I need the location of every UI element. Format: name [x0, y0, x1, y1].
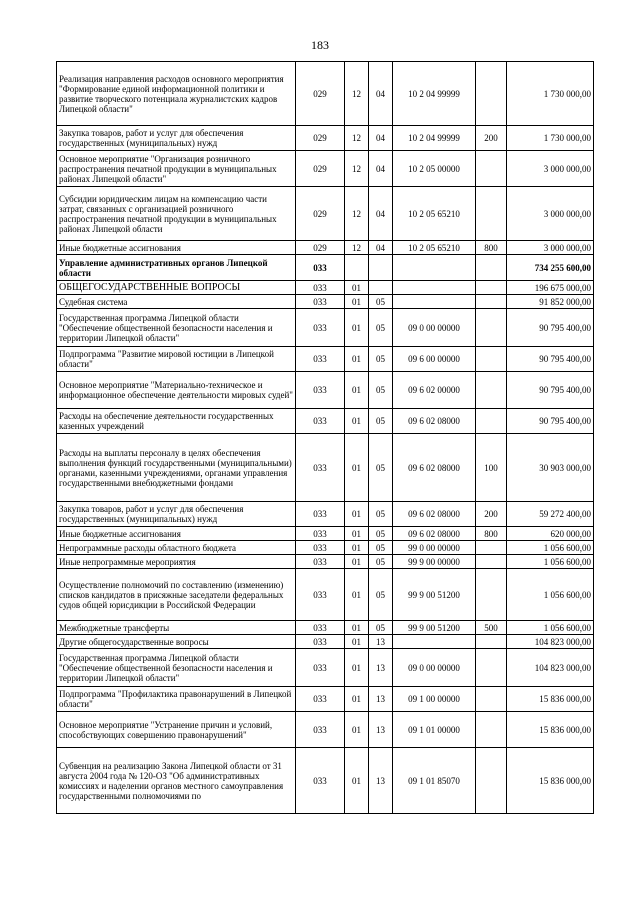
cell-csr: 09 1 00 00000 [393, 687, 476, 712]
table-row [57, 748, 594, 814]
cell-sum: 30 903 000,00 [507, 434, 594, 502]
cell-pr: 13 [369, 748, 393, 814]
table-row [57, 621, 594, 635]
cell-sum: 1 056 600,00 [507, 569, 594, 621]
cell-rz: 12 [345, 62, 369, 126]
cell-name: Иные бюджетные ассигнования [57, 241, 296, 255]
cell-pr: 05 [369, 295, 393, 309]
cell-pr: 05 [369, 309, 393, 347]
cell-vr [476, 255, 507, 281]
cell-sum: 3 000 000,00 [507, 187, 594, 241]
cell-name: Управление административных органов Липецкой области [57, 255, 296, 281]
cell-sum: 1 056 600,00 [507, 555, 594, 569]
cell-name: Расходы на обеспечение деятельности государственных казенных учреждений [57, 409, 296, 434]
cell-vr [476, 295, 507, 309]
cell-sum: 734 255 600,00 [507, 255, 594, 281]
cell-pr: 05 [369, 541, 393, 555]
cell-ved: 029 [296, 62, 345, 126]
cell-rz: 01 [345, 409, 369, 434]
cell-sum: 620 000,00 [507, 527, 594, 541]
cell-ved: 033 [296, 502, 345, 527]
table-row [57, 712, 594, 748]
cell-pr: 05 [369, 621, 393, 635]
cell-vr [476, 555, 507, 569]
cell-sum: 3 000 000,00 [507, 241, 594, 255]
table-row [57, 295, 594, 309]
cell-name: Иные бюджетные ассигнования [57, 527, 296, 541]
cell-csr [393, 635, 476, 649]
cell-name: Основное мероприятие "Устранение причин и условий, способствующих совершению правонарушений" [57, 712, 296, 748]
table-row [57, 126, 594, 151]
table-row [57, 347, 594, 372]
cell-rz: 01 [345, 748, 369, 814]
cell-name: Судебная система [57, 295, 296, 309]
cell-vr [476, 712, 507, 748]
cell-vr: 200 [476, 502, 507, 527]
cell-csr: 09 0 00 00000 [393, 649, 476, 687]
cell-csr: 09 6 02 08000 [393, 409, 476, 434]
cell-vr [476, 151, 507, 187]
cell-csr: 99 9 00 51200 [393, 569, 476, 621]
cell-name: Расходы на выплаты персоналу в целях обеспечения выполнения функций государственными (муниципальными) органами, казенными учреждениями, органами управления государственными внебюджетными фондами [57, 434, 296, 502]
table-row [57, 187, 594, 241]
cell-rz: 01 [345, 281, 369, 295]
cell-sum: 59 272 400,00 [507, 502, 594, 527]
cell-csr: 10 2 04 99999 [393, 126, 476, 151]
cell-csr: 09 0 00 00000 [393, 309, 476, 347]
cell-ved: 033 [296, 295, 345, 309]
cell-pr: 04 [369, 187, 393, 241]
cell-csr: 10 2 05 00000 [393, 151, 476, 187]
cell-vr: 200 [476, 126, 507, 151]
cell-vr [476, 281, 507, 295]
cell-name: Субсидии юридическим лицам на компенсацию части затрат, связанных с организацией розничного распространения печатной продукции в муниципальных районах Липецкой области [57, 187, 296, 241]
cell-csr: 10 2 05 65210 [393, 241, 476, 255]
cell-sum: 1 730 000,00 [507, 126, 594, 151]
cell-sum: 3 000 000,00 [507, 151, 594, 187]
cell-ved: 033 [296, 621, 345, 635]
cell-vr [476, 347, 507, 372]
cell-rz: 01 [345, 347, 369, 372]
cell-pr: 05 [369, 434, 393, 502]
cell-pr: 05 [369, 555, 393, 569]
cell-vr [476, 309, 507, 347]
cell-name: Осуществление полномочий по составлению (изменению) списков кандидатов в присяжные заседатели федеральных судов общей юрисдикции в Российской Федерации [57, 569, 296, 621]
table-row [57, 151, 594, 187]
cell-vr: 800 [476, 241, 507, 255]
cell-pr [369, 255, 393, 281]
cell-ved: 033 [296, 555, 345, 569]
cell-name: Закупка товаров, работ и услуг для обеспечения государственных (муниципальных) нужд [57, 502, 296, 527]
page-number: 183 [311, 38, 329, 52]
cell-vr [476, 372, 507, 409]
cell-sum: 90 795 400,00 [507, 347, 594, 372]
cell-sum: 90 795 400,00 [507, 309, 594, 347]
cell-ved: 033 [296, 748, 345, 814]
cell-csr: 99 9 00 51200 [393, 621, 476, 635]
cell-name: Подпрограмма "Профилактика правонарушений в Липецкой области" [57, 687, 296, 712]
cell-rz: 01 [345, 649, 369, 687]
cell-vr: 100 [476, 434, 507, 502]
cell-ved: 033 [296, 687, 345, 712]
cell-pr [369, 281, 393, 295]
cell-name: Основное мероприятие "Организация розничного распространения печатной продукции в муниципальных районах Липецкой области" [57, 151, 296, 187]
cell-pr: 04 [369, 126, 393, 151]
cell-vr [476, 409, 507, 434]
cell-pr: 05 [369, 347, 393, 372]
cell-vr [476, 187, 507, 241]
cell-ved: 033 [296, 309, 345, 347]
cell-rz: 01 [345, 527, 369, 541]
cell-name: Реализация направления расходов основного мероприятия "Формирование единой информационной политики и развитие творческого потенциала журналистских кадров Липецкой области" [57, 62, 296, 126]
cell-pr: 05 [369, 569, 393, 621]
table-row [57, 687, 594, 712]
cell-ved: 029 [296, 126, 345, 151]
cell-rz: 01 [345, 434, 369, 502]
cell-name: Государственная программа Липецкой области "Обеспечение общественной безопасности населения и территории Липецкой области" [57, 649, 296, 687]
cell-ved: 033 [296, 409, 345, 434]
cell-sum: 91 852 000,00 [507, 295, 594, 309]
table-row [57, 555, 594, 569]
cell-csr: 09 6 02 00000 [393, 372, 476, 409]
cell-pr: 13 [369, 712, 393, 748]
cell-name: Межбюджетные трансферты [57, 621, 296, 635]
cell-rz [345, 255, 369, 281]
cell-name: Закупка товаров, работ и услуг для обеспечения государственных (муниципальных) нужд [57, 126, 296, 151]
cell-vr [476, 62, 507, 126]
cell-rz: 01 [345, 555, 369, 569]
cell-ved: 033 [296, 649, 345, 687]
cell-sum: 1 056 600,00 [507, 541, 594, 555]
cell-rz: 01 [345, 635, 369, 649]
cell-vr [476, 649, 507, 687]
table-row [57, 309, 594, 347]
table-row [57, 255, 594, 281]
cell-ved: 033 [296, 372, 345, 409]
cell-pr: 05 [369, 372, 393, 409]
cell-ved: 033 [296, 347, 345, 372]
cell-rz: 01 [345, 502, 369, 527]
cell-name: Иные непрограммные мероприятия [57, 555, 296, 569]
cell-pr: 04 [369, 151, 393, 187]
cell-sum: 15 836 000,00 [507, 687, 594, 712]
cell-rz: 12 [345, 241, 369, 255]
cell-ved: 033 [296, 712, 345, 748]
cell-rz: 01 [345, 621, 369, 635]
cell-pr: 05 [369, 409, 393, 434]
cell-ved: 029 [296, 187, 345, 241]
table-row [57, 541, 594, 555]
cell-ved: 033 [296, 255, 345, 281]
cell-name: ОБЩЕГОСУДАРСТВЕННЫЕ ВОПРОСЫ [57, 281, 296, 295]
cell-pr: 04 [369, 62, 393, 126]
cell-csr: 99 9 00 00000 [393, 555, 476, 569]
cell-csr [393, 255, 476, 281]
cell-rz: 01 [345, 309, 369, 347]
cell-csr: 99 0 00 00000 [393, 541, 476, 555]
cell-sum: 104 823 000,00 [507, 635, 594, 649]
cell-rz: 12 [345, 126, 369, 151]
cell-csr [393, 281, 476, 295]
cell-csr: 10 2 05 65210 [393, 187, 476, 241]
cell-rz: 01 [345, 541, 369, 555]
cell-sum: 196 675 000,00 [507, 281, 594, 295]
cell-vr [476, 541, 507, 555]
cell-pr: 13 [369, 635, 393, 649]
cell-name: Государственная программа Липецкой области "Обеспечение общественной безопасности населения и территории Липецкой области" [57, 309, 296, 347]
cell-name: Субвенция на реализацию Закона Липецкой области от 31 августа 2004 года № 120-ОЗ "Об административных комиссиях и наделении органов местного самоуправления государственными полномочиями по [57, 748, 296, 814]
cell-ved: 033 [296, 281, 345, 295]
cell-csr: 09 6 02 08000 [393, 527, 476, 541]
cell-csr: 09 6 00 00000 [393, 347, 476, 372]
cell-sum: 104 823 000,00 [507, 649, 594, 687]
table-row [57, 281, 594, 295]
cell-vr [476, 748, 507, 814]
cell-sum: 90 795 400,00 [507, 372, 594, 409]
cell-sum: 1 056 600,00 [507, 621, 594, 635]
table-row [57, 649, 594, 687]
cell-pr: 13 [369, 649, 393, 687]
cell-vr [476, 687, 507, 712]
cell-csr: 09 6 02 08000 [393, 502, 476, 527]
cell-name: Другие общегосударственные вопросы [57, 635, 296, 649]
cell-name: Основное мероприятие "Материально-техническое и информационное обеспечение деятельности мировых судей" [57, 372, 296, 409]
cell-ved: 033 [296, 541, 345, 555]
cell-rz: 01 [345, 372, 369, 409]
cell-sum: 90 795 400,00 [507, 409, 594, 434]
table-row [57, 635, 594, 649]
cell-sum: 15 836 000,00 [507, 748, 594, 814]
cell-ved: 033 [296, 635, 345, 649]
cell-rz: 12 [345, 187, 369, 241]
table-row [57, 62, 594, 126]
cell-vr: 800 [476, 527, 507, 541]
table-row [57, 372, 594, 409]
budget-table [56, 61, 594, 814]
cell-vr [476, 569, 507, 621]
cell-ved: 033 [296, 527, 345, 541]
cell-csr: 10 2 04 99999 [393, 62, 476, 126]
cell-rz: 01 [345, 295, 369, 309]
cell-pr: 04 [369, 241, 393, 255]
cell-sum: 15 836 000,00 [507, 712, 594, 748]
cell-csr: 09 1 01 85070 [393, 748, 476, 814]
cell-pr: 05 [369, 502, 393, 527]
cell-ved: 033 [296, 569, 345, 621]
cell-pr: 13 [369, 687, 393, 712]
table-row [57, 434, 594, 502]
cell-name: Подпрограмма "Развитие мировой юстиции в Липецкой области" [57, 347, 296, 372]
cell-csr [393, 295, 476, 309]
cell-ved: 029 [296, 151, 345, 187]
table-row [57, 527, 594, 541]
cell-vr [476, 635, 507, 649]
cell-sum: 1 730 000,00 [507, 62, 594, 126]
cell-rz: 01 [345, 569, 369, 621]
cell-ved: 033 [296, 434, 345, 502]
table-row [57, 241, 594, 255]
cell-csr: 09 1 01 00000 [393, 712, 476, 748]
cell-ved: 029 [296, 241, 345, 255]
cell-rz: 01 [345, 712, 369, 748]
cell-csr: 09 6 02 08000 [393, 434, 476, 502]
cell-vr: 500 [476, 621, 507, 635]
table-row [57, 409, 594, 434]
cell-name: Непрограммные расходы областного бюджета [57, 541, 296, 555]
table-row [57, 569, 594, 621]
cell-rz: 12 [345, 151, 369, 187]
table-body [57, 62, 594, 814]
table-row [57, 502, 594, 527]
cell-pr: 05 [369, 527, 393, 541]
cell-rz: 01 [345, 687, 369, 712]
